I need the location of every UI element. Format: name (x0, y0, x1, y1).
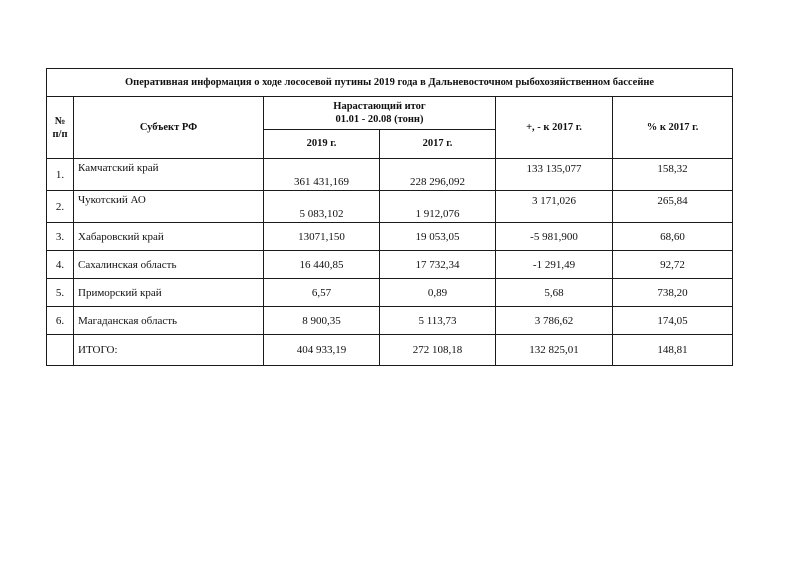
row-diff: -5 981,900 (496, 223, 613, 251)
header-number-sign: № (54, 115, 66, 127)
total-diff: 132 825,01 (496, 335, 613, 366)
row-value-2017: 19 053,05 (380, 223, 496, 251)
row-number: 5. (47, 279, 74, 307)
row-number: 4. (47, 251, 74, 279)
table-row (47, 307, 733, 335)
header-year-2017: 2017 г. (380, 129, 496, 158)
table-row (47, 159, 733, 191)
row-value-2017: 5 113,73 (380, 307, 496, 335)
row-percent: 158,32 (613, 159, 733, 191)
header-percent: % к 2017 г. (613, 97, 733, 159)
row-value-2019: 13071,150 (264, 223, 380, 251)
row-number: 3. (47, 223, 74, 251)
row-value-2017: 0,89 (380, 279, 496, 307)
header-cumulative-title: Нарастающий итог (333, 100, 426, 112)
total-percent: 148,81 (613, 335, 733, 366)
row-number: 2. (47, 191, 74, 223)
row-subject: Хабаровский край (74, 223, 264, 251)
row-percent: 68,60 (613, 223, 733, 251)
header-number-abbr: п/п (52, 128, 68, 140)
row-subject: Камчатский край (74, 159, 264, 191)
row-value-2019: 361 431,169 (264, 159, 380, 191)
row-value-2017: 228 296,092 (380, 159, 496, 191)
total-number-cell (47, 335, 74, 366)
table-row (47, 191, 733, 223)
row-subject: Магаданская область (74, 307, 264, 335)
total-row (47, 335, 733, 366)
row-percent: 174,05 (613, 307, 733, 335)
row-diff: 3 786,62 (496, 307, 613, 335)
row-value-2019: 8 900,35 (264, 307, 380, 335)
table-row (47, 251, 733, 279)
row-subject: Сахалинская область (74, 251, 264, 279)
header-row-number (47, 97, 74, 159)
row-value-2019: 16 440,85 (264, 251, 380, 279)
row-value-2019: 6,57 (264, 279, 380, 307)
row-percent: 92,72 (613, 251, 733, 279)
total-label: ИТОГО: (74, 335, 264, 366)
row-number: 1. (47, 159, 74, 191)
total-value-2017: 272 108,18 (380, 335, 496, 366)
header-cumulative (264, 97, 496, 130)
row-subject: Приморский край (74, 279, 264, 307)
header-year-2019: 2019 г. (264, 129, 380, 158)
row-diff: -1 291,49 (496, 251, 613, 279)
row-diff: 133 135,077 (496, 159, 613, 191)
table-row (47, 279, 733, 307)
row-diff: 5,68 (496, 279, 613, 307)
row-percent: 265,84 (613, 191, 733, 223)
row-number: 6. (47, 307, 74, 335)
row-subject: Чукотский АО (74, 191, 264, 223)
salmon-catch-table (46, 68, 733, 366)
total-value-2019: 404 933,19 (264, 335, 380, 366)
header-diff: +, - к 2017 г. (496, 97, 613, 159)
row-diff: 3 171,026 (496, 191, 613, 223)
row-percent: 738,20 (613, 279, 733, 307)
table-row (47, 223, 733, 251)
header-cumulative-period: 01.01 - 20.08 (тонн) (335, 113, 424, 125)
header-subject: Субъект РФ (74, 97, 264, 159)
row-value-2019: 5 083,102 (264, 191, 380, 223)
row-value-2017: 1 912,076 (380, 191, 496, 223)
row-value-2017: 17 732,34 (380, 251, 496, 279)
table-title: Оперативная информация о ходе лососевой путины 2019 года в Дальневосточном рыбохозяйственном бассейне (47, 69, 733, 97)
